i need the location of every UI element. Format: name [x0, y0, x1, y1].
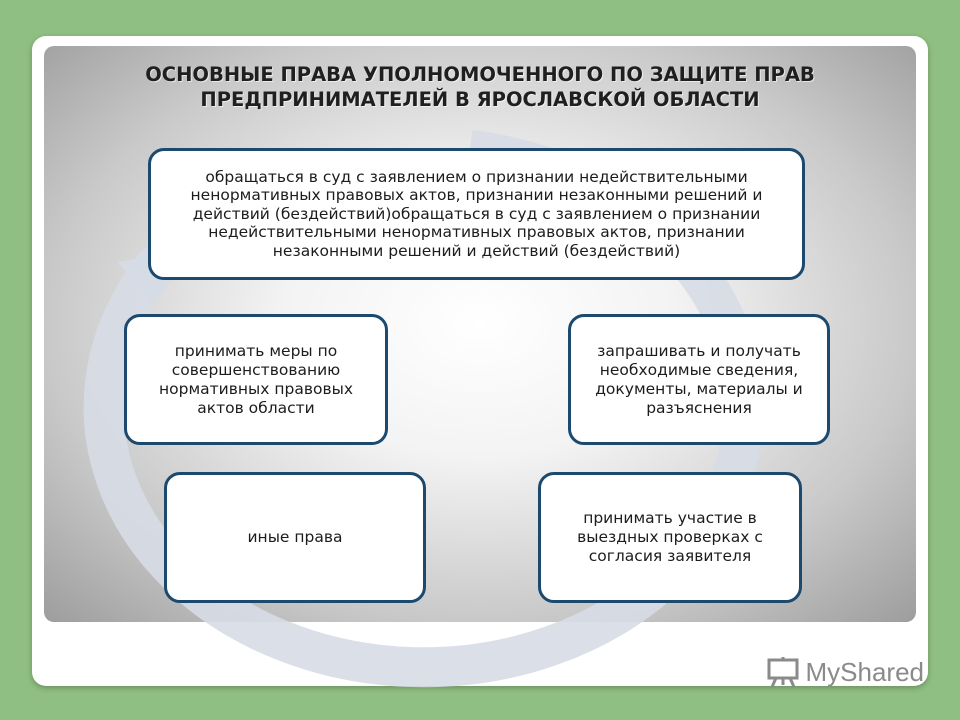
- watermark-logo: [766, 652, 925, 692]
- right-box-request-info-text: запрашивать и получать необходимые сведения, документы, материалы и разъяснения: [595, 341, 803, 417]
- right-box-court-appeal-text: обращаться в суд с заявлением о признании недействительными ненормативных правовых актов, признании незаконными решений и действий (бездействий)обращаться в суд с заявлением о признании недействительными ненормативных правовых актов, признании незаконными решений и действий (бездействий): [190, 167, 763, 260]
- right-box-request-info: [568, 314, 830, 445]
- right-box-field-inspections-text: принимать участие в выездных проверках с согласия заявителя: [577, 509, 763, 565]
- right-box-court-appeal: [148, 148, 805, 280]
- right-box-other-rights: [164, 472, 426, 603]
- title-line-1: ОСНОВНЫЕ ПРАВА УПОЛНОМОЧЕННОГО ПО ЗАЩИТЕ ПРАВ: [145, 63, 815, 86]
- right-box-improve-acts-text: принимать меры по совершенствованию нормативных правовых актов области: [159, 341, 353, 417]
- right-box-other-rights-text: иные права: [247, 528, 343, 546]
- right-box-field-inspections: [538, 472, 802, 603]
- watermark-text: MyShared: [805, 656, 924, 687]
- right-box-improve-acts: [124, 314, 388, 445]
- slide-title: [44, 62, 916, 112]
- presentation-board-icon: [766, 655, 800, 689]
- title-line-2: ПРЕДПРИНИМАТЕЛЕЙ В ЯРОСЛАВСКОЙ ОБЛАСТИ: [200, 88, 760, 111]
